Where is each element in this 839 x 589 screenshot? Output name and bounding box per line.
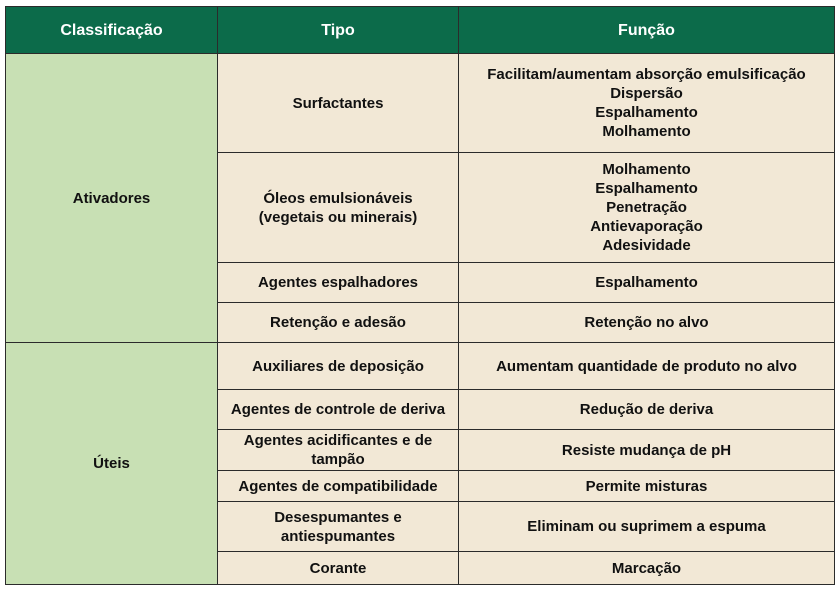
tipo-cell: Agentes espalhadores [218,263,459,303]
funcao-cell: Eliminam ou suprimem a espuma [459,502,835,552]
header-classificacao: Classificação [6,7,218,54]
funcao-cell: Aumentam quantidade de produto no alvo [459,343,835,390]
funcao-cell: Molhamento Espalhamento Penetração Antievaporação Adesividade [459,153,835,263]
adjuvant-classification-table [5,6,835,585]
funcao-cell: Facilitam/aumentam absorção emulsificação Dispersão Espalhamento Molhamento [459,54,835,153]
funcao-cell: Espalhamento [459,263,835,303]
tipo-cell: Desespumantes e antiespumantes [218,502,459,552]
funcao-cell: Resiste mudança de pH [459,430,835,471]
tipo-cell: Auxiliares de deposição [218,343,459,390]
header-row [6,7,835,54]
funcao-cell: Retenção no alvo [459,303,835,343]
funcao-cell: Permite misturas [459,471,835,502]
funcao-cell: Marcação [459,552,835,585]
tipo-cell: Agentes de compatibilidade [218,471,459,502]
tipo-cell: Agentes de controle de deriva [218,390,459,430]
tipo-cell: Agentes acidificantes e de tampão [218,430,459,471]
classification-ativadores: Ativadores [6,54,218,343]
classification-uteis: Úteis [6,343,218,585]
funcao-cell: Redução de deriva [459,390,835,430]
tipo-cell: Retenção e adesão [218,303,459,343]
header-tipo: Tipo [218,7,459,54]
tipo-cell: Corante [218,552,459,585]
table-row [6,54,835,153]
header-funcao: Função [459,7,835,54]
tipo-cell: Surfactantes [218,54,459,153]
table-row [6,343,835,390]
tipo-cell: Óleos emulsionáveis (vegetais ou minerais) [218,153,459,263]
